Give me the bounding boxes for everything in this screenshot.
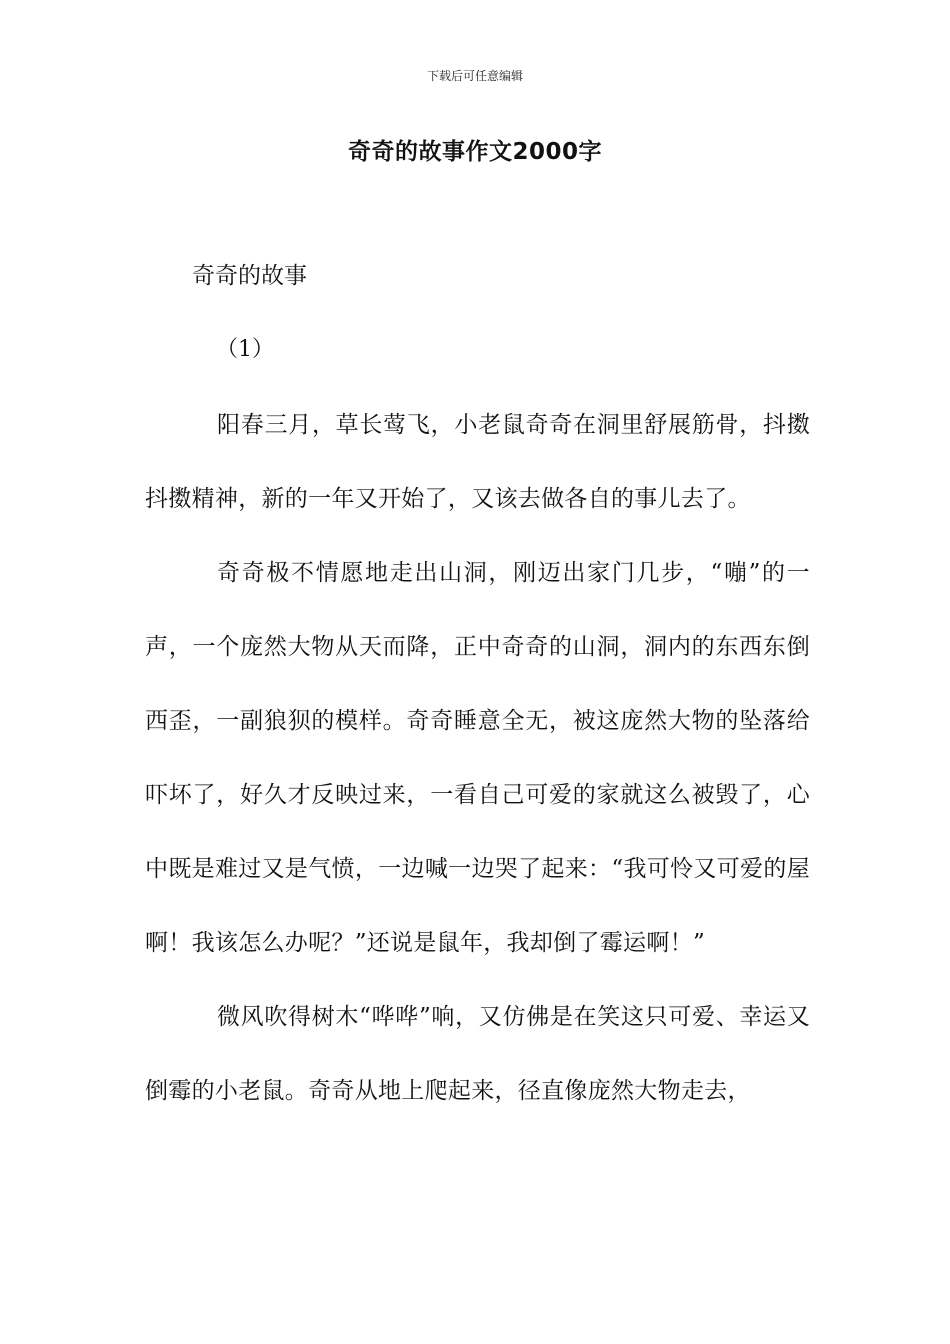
section-number: （1） — [216, 337, 274, 362]
header-note: 下载后可任意编辑 — [426, 69, 523, 83]
story-subtitle: 奇奇的故事 — [192, 263, 307, 289]
document-title: 奇奇的故事作文2000字 — [347, 139, 602, 165]
paragraph: 微风吹得树木“哗哗”响，又仿佛是在笑这只可爱、幸运又倒霉的小老鼠。奇奇从地上爬起来，径直像庞然大物走去， — [145, 1004, 810, 1104]
paragraph: 阳春三月，草长莺飞，小老鼠奇奇在洞里舒展筋骨，抖擞抖擞精神，新的一年又开始了，又该去做各自的事儿去了。 — [145, 412, 810, 512]
story-body — [145, 388, 810, 1128]
paragraph: 奇奇极不情愿地走出山洞，刚迈出家门几步，“嘣”的一声，一个庞然大物从天而降，正中奇奇的山洞，洞内的东西东倒西歪，一副狼狈的模样。奇奇睡意全无，被这庞然大物的坠落给吓坏了，好久才反映过来，一看自己可爱的家就这么被毁了，心中既是难过又是气愤，一边喊一边哭了起来：“我可怜又可爱的屋啊！我该怎么办呢？”还说是鼠年，我却倒了霉运啊！” — [145, 560, 810, 956]
